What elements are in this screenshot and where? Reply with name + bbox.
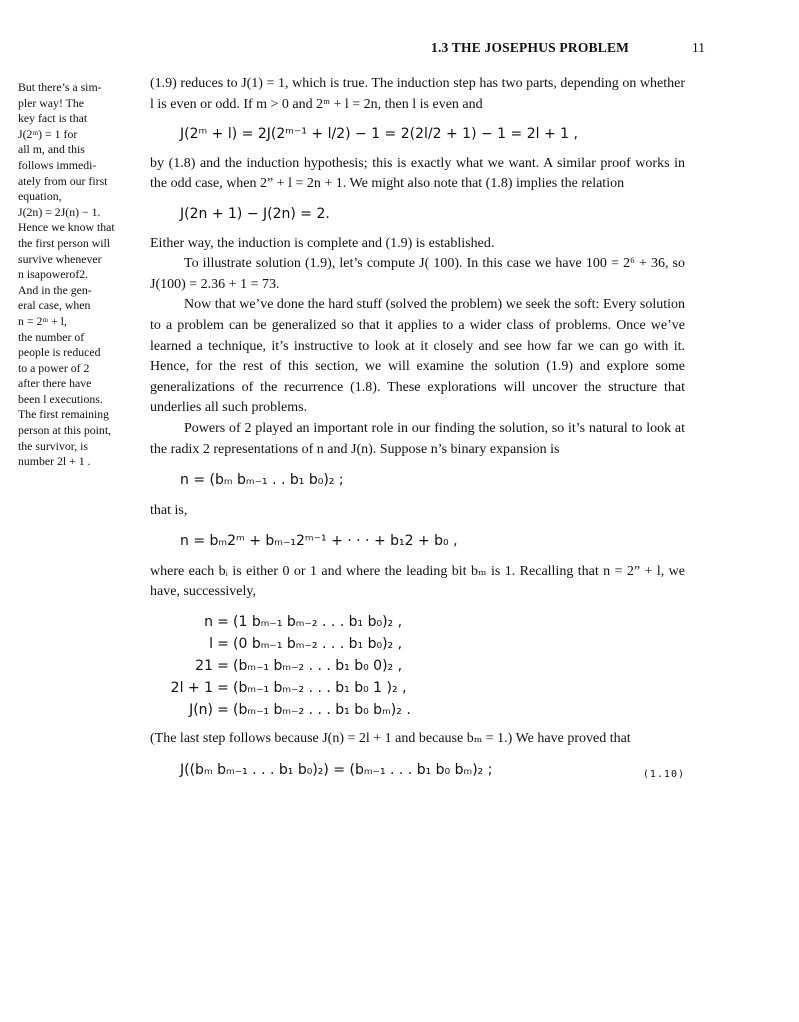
margin-note-line: follows immedi- [18, 157, 97, 172]
margin-note-line: n = 2ᵐ + l, [18, 313, 67, 328]
margin-note-line: J(2n) = 2J(n) − 1. [18, 204, 101, 219]
paragraph: To illustrate solution (1.9), let’s compute J( 100). In this case we have 100 = 2⁶ + 36, so J(100) = 2.36 + 1 = 73. [150, 256, 685, 292]
margin-note-line: after there have [18, 376, 92, 391]
margin-note-line: to a power of 2 [18, 360, 90, 375]
margin-note-line: eral case, when [18, 298, 91, 313]
margin-note-line: And in the gen- [18, 282, 92, 297]
margin-note-line: n isapowerof2. [18, 267, 89, 282]
derivation-row [150, 677, 685, 699]
page-number: 11 [692, 40, 705, 55]
running-header-title: 1.3 THE JOSEPHUS PROBLEM [431, 40, 630, 55]
margin-note-line: been l executions. [18, 391, 103, 406]
derivation-rhs: (bₘ₋₁ bₘ₋₂ . . . b₁ b₀ 1 )₂ , [233, 680, 407, 697]
derivation-lhs: n [204, 614, 213, 631]
derivation-lhs: 21 [195, 658, 213, 675]
margin-note-line: people is reduced [18, 345, 101, 360]
derivation-lhs: l [209, 636, 213, 653]
derivation-row [150, 699, 685, 721]
paragraph: Either way, the induction is complete and (1.9) is established. [150, 235, 495, 251]
margin-note-line: the number of [18, 329, 85, 344]
margin-note-line: pler way! The [18, 95, 84, 110]
margin-note-line: the first person will [18, 235, 111, 250]
margin-note-line: ately from our first [18, 173, 108, 188]
equation-1-10 [150, 760, 685, 781]
margin-note [18, 80, 130, 470]
equals-sign: = [217, 702, 229, 719]
equals-sign: = [217, 614, 229, 631]
equation: J(2n + 1) − J(2n) = 2. [180, 205, 330, 222]
paragraph: Now that we’ve done the hard stuff (solved the problem) we seek the soft: Every solution to a problem can be generalized so that it applies to a wider class of problems. Once we’ve learned a technique, it’s instructive to look at it closely and see how far we can go with it. Hence, for the rest of this section, we will examine the solution (1.9) and explore some generalizations of the recurrence (1.8). These explorations will uncover the structure that underlies all such problems. [150, 297, 685, 416]
paragraph: (The last step follows because J(n) = 2l + 1 and because bₘ = 1.) We have proved that [150, 731, 631, 747]
paragraph: (1.9) reduces to J(1) = 1, which is true. The induction step has two parts, depending on whether l is even or odd. If m > 0 and 2ᵐ + l = 2n, then l is even and [150, 76, 685, 112]
main-text [150, 74, 685, 785]
derivation-row [150, 655, 685, 677]
paragraph: Powers of 2 played an important role in our finding the solution, so it’s natural to look at the radix 2 representations of n and J(n). Suppose n’s binary expansion is [150, 420, 685, 457]
binary-derivation [150, 611, 685, 721]
margin-note-line: survive whenever [18, 251, 102, 266]
derivation-lhs: 2l + 1 [170, 680, 213, 697]
paragraph: that is, [150, 502, 188, 518]
derivation-rhs: (bₘ₋₁ bₘ₋₂ . . . b₁ b₀ bₘ)₂ . [233, 702, 411, 719]
margin-note-line: person at this point, [18, 423, 112, 438]
margin-note-line: key fact is that [18, 111, 88, 126]
equals-sign: = [217, 680, 229, 697]
margin-note-line: equation, [18, 189, 62, 204]
derivation-rhs: (1 bₘ₋₁ bₘ₋₂ . . . b₁ b₀)₂ , [233, 614, 403, 631]
equals-sign: = [217, 636, 229, 653]
equation: J(2ᵐ + l) = 2J(2ᵐ⁻¹ + l/2) − 1 = 2(2l/2 + 1) − 1 = 2l + 1 , [180, 126, 578, 143]
margin-note-line: But there’s a sim- [18, 80, 102, 94]
margin-note-line: The first remaining [18, 407, 110, 422]
derivation-lhs: J(n) [189, 702, 213, 719]
paragraph: by (1.8) and the induction hypothesis; this is exactly what we want. A similar proof works in the odd case, when 2” + l = 2n + 1. We might also note that (1.8) implies the relation [150, 155, 685, 192]
equation: n = bₘ2ᵐ + bₘ₋₁2ᵐ⁻¹ + · · · + b₁2 + b₀ , [180, 533, 458, 550]
margin-note-line: the survivor, is [18, 438, 88, 453]
margin-note-line: all m, and this [18, 142, 85, 157]
equals-sign: = [217, 658, 229, 675]
margin-note-line: J(2ᵐ) = 1 for [18, 126, 78, 141]
margin-note-line: Hence we know that [18, 220, 115, 235]
equation: n = (bₘ bₘ₋₁ . . b₁ b₀)₂ ; [180, 472, 344, 489]
paragraph: where each bᵢ is either 0 or 1 and where the leading bit bₘ is 1. Recalling that n = 2” + l, we have, successively, [150, 563, 685, 600]
equation-number: (1.10) [642, 768, 685, 780]
derivation-rhs: (bₘ₋₁ bₘ₋₂ . . . b₁ b₀ 0)₂ , [233, 658, 403, 675]
margin-note-line: number 2l + 1 . [18, 454, 91, 469]
derivation-rhs: (0 bₘ₋₁ bₘ₋₂ . . . b₁ b₀)₂ , [233, 636, 403, 653]
derivation-row [150, 633, 685, 655]
running-header [0, 40, 799, 60]
derivation-row [150, 611, 685, 633]
equation: J((bₘ bₘ₋₁ . . . b₁ b₀)₂) = (bₘ₋₁ . . . b₁ b₀ bₘ)₂ ; [180, 761, 493, 778]
